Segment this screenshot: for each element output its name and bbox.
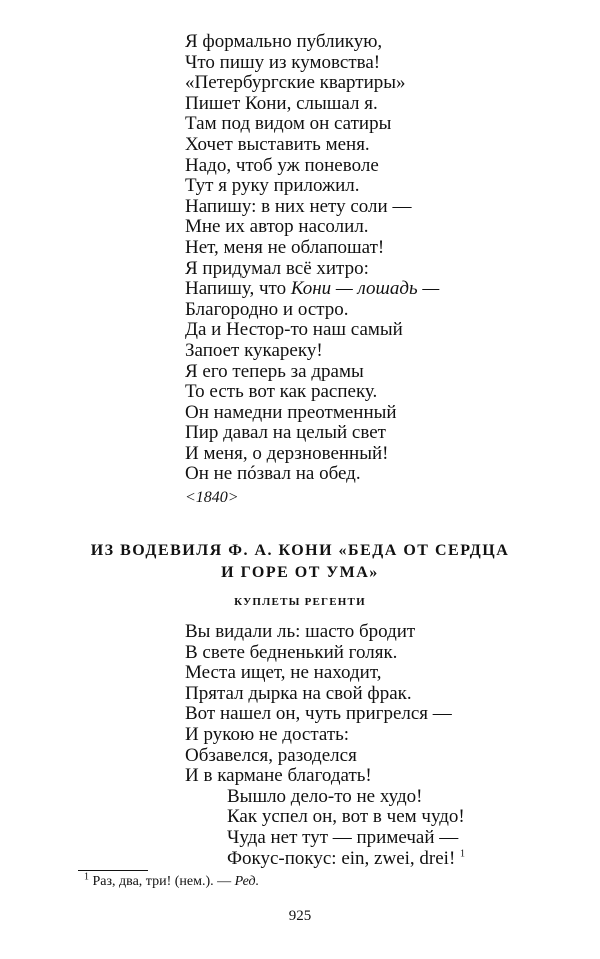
footnote-text: Раз, два, три! (нем.). —: [92, 874, 232, 889]
poem-line: Места ищет, не находит,: [185, 662, 382, 684]
poem-line-mixed: [185, 279, 439, 300]
poem-line: Тут я руку приложил.: [185, 175, 360, 197]
poem-line: Запоет кукареку!: [185, 339, 323, 361]
poem-line-text: Фокус-покус: ein, zwei, drei!: [227, 847, 456, 869]
poem-line: Нет, меня не облапошат!: [185, 236, 385, 258]
poem-date: <1840>: [185, 489, 239, 506]
poem-line: Вы видали ль: шасто бродит: [185, 621, 416, 642]
poem-stanza-1: [185, 32, 439, 485]
poem-line: Он намедни преотменный: [185, 401, 397, 423]
poem-line: Пир давал на целый свет: [185, 422, 386, 444]
poem-line: И в кармане благодать!: [185, 765, 372, 787]
poem-line: Вот нашел он, чуть пригрелся —: [185, 703, 452, 725]
poem-line: Да и Нестор-то наш самый: [185, 319, 403, 341]
poem-line: Что пишу из кумовства!: [185, 51, 381, 73]
poem-line: Я придумал всё хитро:: [185, 257, 369, 279]
poem-line-indented: Чуда нет тут — примечай —: [227, 826, 459, 848]
footnote-marker: 1: [84, 871, 89, 883]
poem-line: Я формально публикую,: [185, 31, 383, 52]
footnote-ref[interactable]: 1: [460, 848, 466, 860]
poem-line: Он не пóзвал на обед.: [185, 463, 361, 485]
section-title-line-2: И ГОРЕ ОТ УМА»: [221, 564, 379, 581]
poem-line: Я его теперь за драмы: [185, 360, 364, 382]
italic-phrase: Кони — лошадь —: [290, 278, 440, 300]
poem-line-indented: Как успел он, вот в чем чудо!: [227, 806, 465, 828]
section-title-line-1: ИЗ ВОДЕВИЛЯ Ф. А. КОНИ «БЕДА ОТ СЕРДЦА: [90, 542, 510, 559]
poem-line-indented: Вышло дело-то не худо!: [227, 785, 423, 807]
poem-line: Прятал дырка на свой фрак.: [185, 682, 412, 704]
poem-line: В свете бедненький голяк.: [185, 641, 398, 663]
page-number: 925: [288, 908, 312, 924]
section-subtitle: КУПЛЕТЫ РЕГЕНТИ: [234, 596, 366, 608]
poem-line: Там под видом он сатиры: [185, 113, 392, 135]
poem-line: Обзавелся, разоделся: [185, 744, 357, 766]
footnote-editor: Ред.: [234, 874, 260, 889]
poem-line: И меня, о дерзновенный!: [185, 442, 389, 464]
poem-line: Благородно и остро.: [185, 298, 349, 320]
poem-stanza-2: [185, 622, 465, 869]
poem-line: И рукою не достать:: [185, 723, 350, 745]
poem-line: Мне их автор насолил.: [185, 216, 369, 238]
poem-line: Хочет выставить меня.: [185, 133, 370, 155]
poem-line: Надо, чтоб уж поневоле: [185, 154, 379, 176]
poem-line-text: Напишу, что: [185, 278, 287, 300]
poem-line: То есть вот как распеку.: [185, 381, 378, 403]
footnote: [84, 871, 260, 890]
poem-line: Напишу: в них нету соли —: [185, 195, 412, 217]
poem-line: Пишет Кони, слышал я.: [185, 92, 378, 114]
poem-line: «Петербургские квартиры»: [185, 72, 406, 94]
poem-line-indented-with-note: [185, 849, 465, 870]
